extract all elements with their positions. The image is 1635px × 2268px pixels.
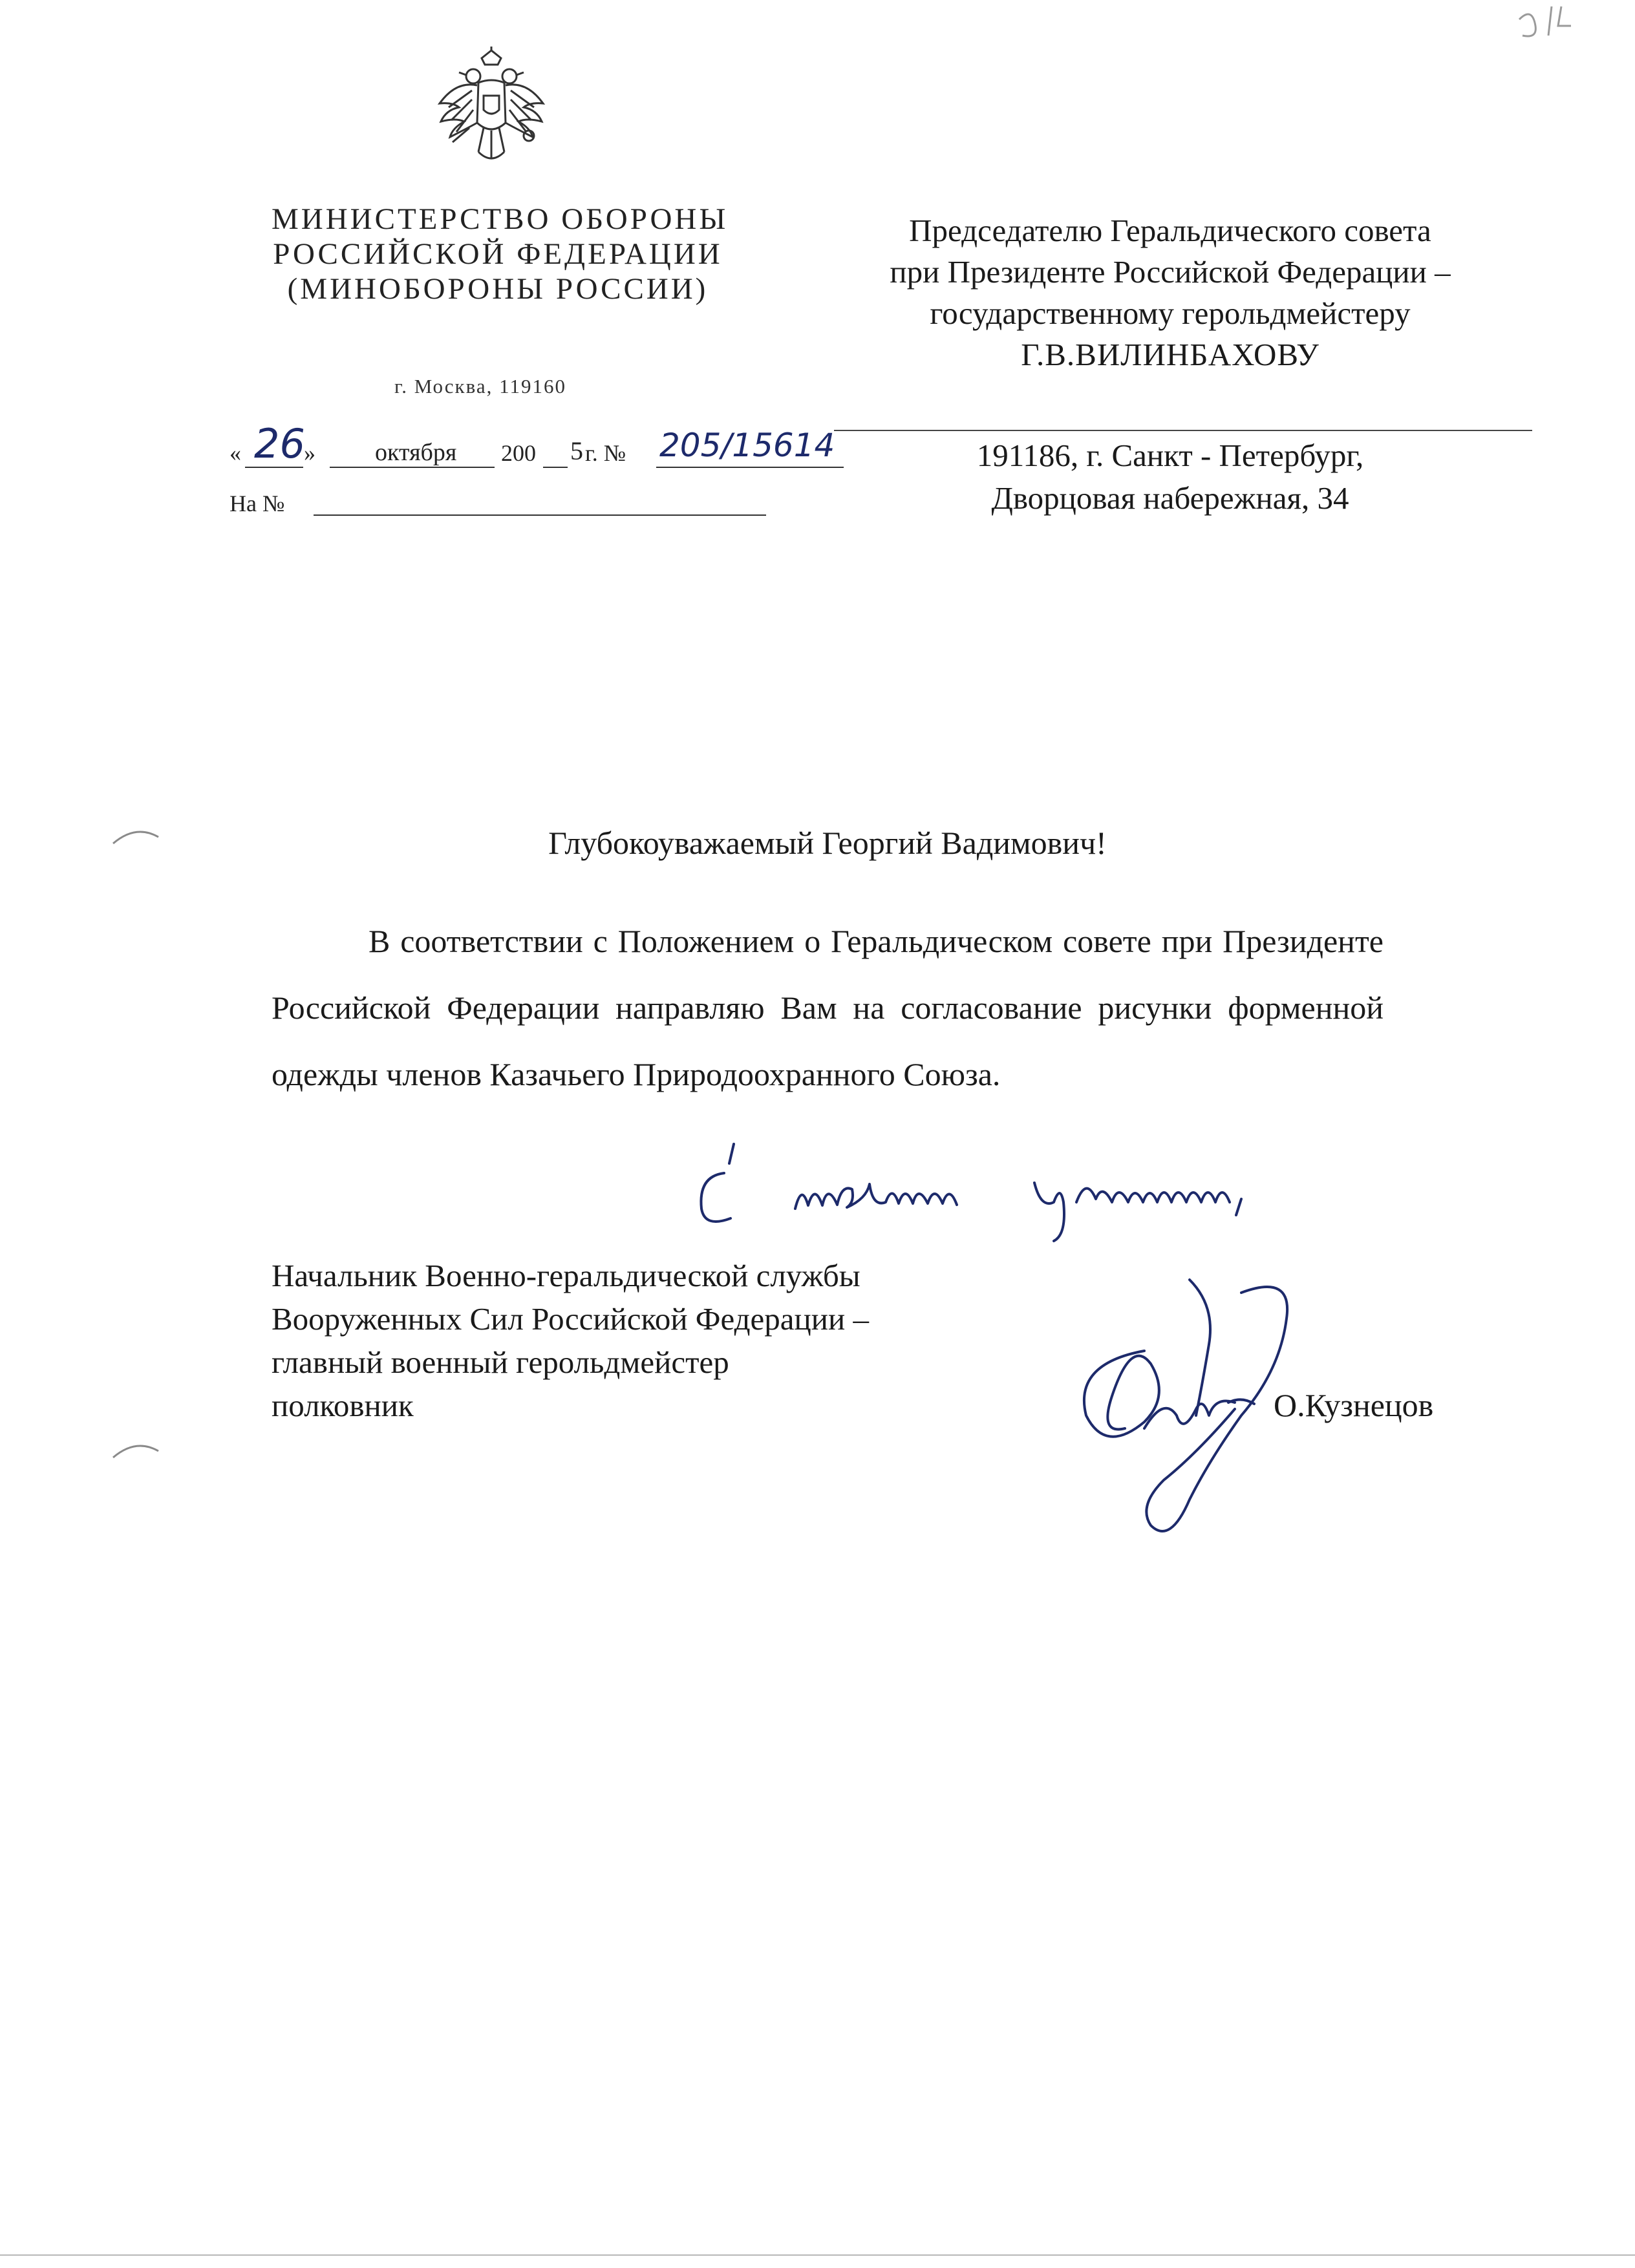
handwritten-closing (672, 1138, 1513, 1254)
reference-line (230, 490, 773, 522)
signatory-block (272, 1254, 869, 1427)
reference-underline (314, 514, 766, 516)
number-underline (656, 467, 844, 468)
salutation: Глубокоуважаемый Георгий Вадимович! (548, 825, 1107, 861)
sender-city: г. Москва, 119160 (394, 375, 566, 397)
body-line: Российской Федерации направляю Вам на согласование рисунки форменной (272, 990, 1384, 1026)
address-divider (834, 430, 1532, 431)
double-headed-eagle-icon (427, 45, 556, 175)
ministry-line: (МИНОБОРОНЫ РОССИИ) (287, 272, 709, 306)
addressee-address (828, 434, 1513, 520)
address-line: 191186, г. Санкт - Петербург, (976, 438, 1364, 473)
year-prefix: 200 (501, 440, 536, 466)
number-handwritten: 205/15614 (659, 427, 835, 464)
month-text: октября (375, 439, 457, 466)
letter-body (272, 908, 1384, 1108)
year-underline (543, 467, 568, 468)
corner-pencil-mark (1506, 0, 1597, 45)
punch-hole-mark (110, 1438, 162, 1464)
address-line: Дворцовая набережная, 34 (991, 480, 1349, 516)
body-line: В соответствии с Положением о Геральдическом совете при Президенте (369, 923, 1384, 959)
addressee-line: Председателю Геральдического совета (909, 213, 1431, 248)
addressee-name: Г.В.ВИЛИНБАХОВУ (1021, 337, 1320, 372)
month-underline (330, 467, 495, 468)
signatory-line: Вооруженных Сил Российской Федерации – (272, 1301, 869, 1337)
addressee-line: государственному герольдмейстеру (930, 295, 1411, 331)
date-close-quote: » (304, 440, 315, 466)
addressee-line: при Президенте Российской Федерации – (890, 254, 1451, 290)
outgoing-date-line (230, 420, 850, 478)
signatory-line: главный военный герольдмейстер (272, 1344, 729, 1380)
body-line: одежды членов Казачьего Природоохранного Союза. (272, 1056, 1001, 1092)
addressee-block (828, 210, 1513, 376)
day-handwritten: 26 (254, 420, 305, 467)
year-suffix: г. № (585, 440, 626, 466)
year-digit: 5 (570, 436, 583, 465)
signatory-line: Начальник Военно-геральдической службы (272, 1258, 860, 1293)
reference-label: На № (230, 491, 285, 516)
scan-edge (0, 2254, 1635, 2256)
ministry-line: МИНИСТЕРСТВО ОБОРОНЫ (272, 202, 729, 236)
punch-hole-mark (110, 824, 162, 850)
signatory-line: полковник (272, 1388, 414, 1423)
ministry-header (272, 202, 729, 306)
ministry-line: РОССИЙСКОЙ ФЕДЕРАЦИИ (273, 237, 723, 271)
date-open-quote: « (230, 440, 241, 466)
signer-name: О.Кузнецов (1274, 1387, 1434, 1423)
